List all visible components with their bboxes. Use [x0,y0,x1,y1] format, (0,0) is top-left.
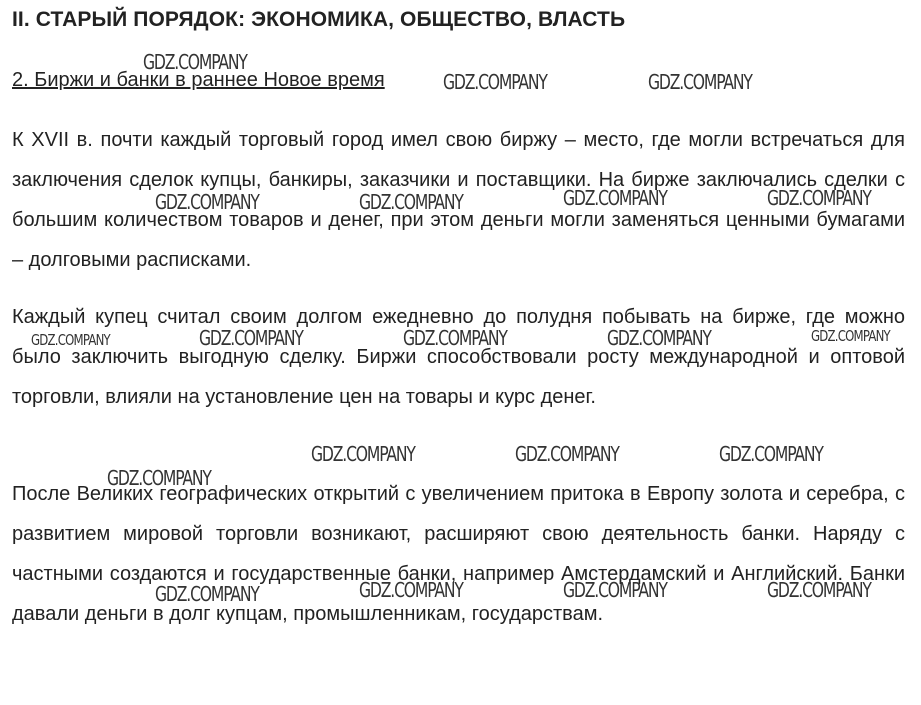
watermark: GDZ.COMPANY [359,578,463,602]
section-title: II. СТАРЫЙ ПОРЯДОК: ЭКОНОМИКА, ОБЩЕСТВО, ВЛАСТЬ [12,8,626,31]
watermark: GDZ.COMPANY [199,326,303,350]
watermark: GDZ.COMPANY [443,70,547,94]
paragraph-1: К XVII в. почти каждый торговый город имел свою биржу – место, где могли встречаться для заключения сделок купцы, банкиры, заказчики и поставщики. На бирже заключались сделки с большим количеством товаров и денег, при этом деньги могли заменяться ценными бумагами – долговыми расписками. [12,129,905,271]
watermark: GDZ.COMPANY [767,578,871,602]
paragraph-3: После Великих географических открытий с увеличением притока в Европу золота и серебра, с развитием мировой торговли возникают, расширяют свою деятельность банки. Наряду с частными создаются и государственные банки, например Амстердамский и Английский. Банки давали деньги в долг купцам, промышленникам, государствам. [12,483,905,625]
watermark: GDZ.COMPANY [515,442,619,466]
watermark: GDZ.COMPANY [155,582,259,606]
subtitle: 2. Биржи и банки в раннее Новое время [12,69,385,91]
watermark: GDZ.COMPANY [107,466,211,490]
watermark: GDZ.COMPANY [311,442,415,466]
watermark: GDZ.COMPANY [811,327,890,345]
watermark: GDZ.COMPANY [563,186,667,210]
watermark: GDZ.COMPANY [648,70,752,94]
watermark: GDZ.COMPANY [719,442,823,466]
watermark: GDZ.COMPANY [143,50,247,74]
watermark: GDZ.COMPANY [403,326,507,350]
watermark: GDZ.COMPANY [155,190,259,214]
watermark: GDZ.COMPANY [563,578,667,602]
watermark: GDZ.COMPANY [607,326,711,350]
watermark: GDZ.COMPANY [31,331,110,349]
watermark: GDZ.COMPANY [767,186,871,210]
watermark: GDZ.COMPANY [359,190,463,214]
paragraph-2: Каждый купец считал своим долгом ежедневно до полудня побывать на бирже, где можно было заключить выгодную сделку. Биржи способствовали росту международной и оптовой торговли, влияли на установление цен на товары и курс денег. [12,306,905,408]
